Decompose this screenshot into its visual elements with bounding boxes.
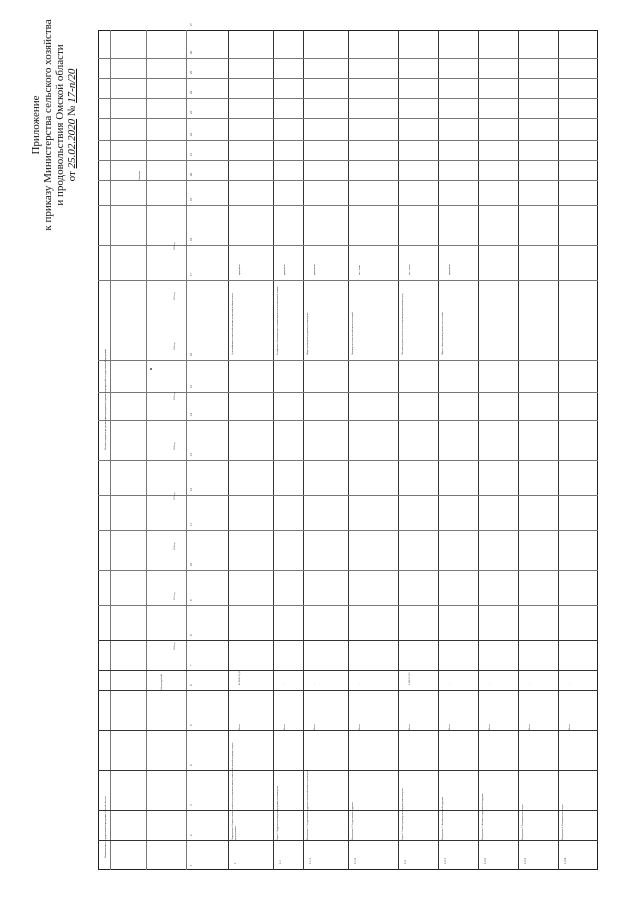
year-header: 2018 год — [174, 442, 176, 450]
indicator-unit: процентов — [448, 264, 451, 275]
row-label: Мероприятие 2. Государственная поддержка — [352, 802, 354, 840]
row-number: 1.1 — [278, 860, 282, 864]
annotation-date: 25.02.2020 — [66, 118, 78, 169]
column-number: 17 — [189, 273, 193, 276]
column-divider — [98, 392, 598, 393]
row-source: Всего — [568, 724, 571, 730]
column-number: 7 — [189, 664, 193, 666]
annotation-title: Приложение — [30, 95, 42, 155]
row-label: Подпрограмма «Развитие сельского хозяйства и регулирование рынков сельскохозяйственной продукции, сырья и продовольствия» — [232, 742, 237, 840]
annotation-number-label: № — [66, 105, 78, 117]
column-number: 20 — [189, 173, 193, 176]
program-table — [98, 23, 598, 870]
column-number: 11 — [189, 523, 193, 526]
column-number: 23 — [189, 111, 193, 114]
row-number: 1.1.1 — [308, 858, 312, 864]
row-total: - — [358, 684, 361, 685]
annotation-line3: и продовольствия Омской области — [54, 44, 66, 206]
column-divider — [98, 78, 598, 79]
row-label: Мероприятие 1. Оказание несвязанной поддержки — [442, 797, 444, 840]
row-label: Задача 2. Развитие производства продукции животноводства — [402, 788, 404, 840]
column-divider — [98, 180, 598, 181]
header-finance: Объем (рублей) — [160, 674, 163, 690]
column-divider — [98, 640, 598, 641]
column-divider — [98, 205, 598, 206]
order-annotation — [30, 0, 100, 255]
column-divider — [98, 730, 598, 731]
year-header: 2014 год — [174, 642, 176, 650]
row-total: - — [488, 684, 491, 685]
column-number: 10 — [189, 563, 193, 566]
column-divider — [98, 118, 598, 119]
column-number: 12 — [189, 488, 193, 491]
column-divider — [98, 58, 598, 59]
indicator-unit: процентов — [238, 264, 241, 275]
row-source: Всего — [283, 724, 286, 730]
column-number: 9 — [189, 599, 193, 601]
column-number: 8 — [189, 634, 193, 636]
row-number: 1.2.3 — [523, 858, 527, 864]
column-number: 22 — [189, 133, 193, 136]
row-source: Всего — [528, 724, 531, 730]
row-number: 1.1.2 — [353, 858, 357, 864]
column-number: 3 — [189, 804, 193, 806]
row-total: 1 284 375,95 — [408, 672, 411, 685]
indicator-label: Производство молока в хозяйствах всех категорий — [352, 312, 354, 355]
row-divider — [303, 30, 304, 870]
row-source: Всего — [313, 724, 316, 730]
indicator-label: Доля прибыльных сельскохозяйственных организаций в общем их числе — [232, 292, 234, 355]
row-total: - — [568, 684, 571, 685]
column-divider — [98, 690, 598, 691]
column-divider — [98, 280, 598, 281]
row-number: 1 — [233, 862, 237, 864]
column-divider — [98, 605, 598, 606]
row-number: 1.2.2 — [483, 858, 487, 864]
row-divider — [273, 30, 274, 870]
row-divider — [186, 30, 187, 870]
year-header: 2016 год — [174, 542, 176, 550]
row-number: 1.2.4 — [563, 858, 567, 864]
year-header: 2017 год — [174, 492, 176, 500]
header-value: Значение — [138, 170, 141, 180]
row-label: Мероприятие 4. Возмещение части затрат — [562, 804, 564, 840]
column-divider — [98, 160, 598, 161]
column-number: 16 — [189, 353, 193, 356]
annotation-line2: к приказу Министерства сельского хозяйства — [42, 19, 54, 231]
column-number: 6 — [189, 684, 193, 686]
year-header: 2021 год — [174, 292, 176, 300]
column-divider — [98, 570, 598, 571]
column-number: 19 — [189, 198, 193, 201]
row-total: - — [283, 684, 286, 685]
column-divider — [98, 460, 598, 461]
row-divider — [478, 30, 479, 870]
year-header: 2019 год — [174, 392, 176, 400]
column-number: 2 — [189, 834, 193, 836]
column-number: 1 — [189, 864, 193, 866]
header-left: Наименование государственной программы Омской области — [104, 796, 107, 858]
indicator-label: Коэффициент обновления парка основных видов сельскохозяйственной техники — [277, 286, 279, 355]
row-number: 1.2 — [403, 860, 407, 864]
annotation-from-label: от — [66, 171, 78, 182]
year-header: 2015 год — [174, 592, 176, 600]
column-divider — [98, 840, 598, 841]
row-label: Мероприятие 2. Оказание государственной поддержки — [482, 793, 484, 840]
row-total: - — [528, 684, 531, 685]
column-divider — [98, 420, 598, 421]
row-divider — [558, 30, 559, 870]
indicator-unit: тыс. голов — [408, 264, 411, 275]
column-number: 15 — [189, 385, 193, 388]
indicator-unit: тыс. тонн — [358, 265, 361, 275]
column-divider — [98, 140, 598, 141]
indicator-unit: процентов — [283, 264, 286, 275]
column-number: 26 — [189, 51, 193, 54]
indicator-unit: процентов — [313, 264, 316, 275]
year-header: 2020 год — [174, 342, 176, 350]
row-divider — [110, 30, 111, 870]
column-number: 18 — [189, 238, 193, 241]
annotation-number: 17-п/20 — [66, 68, 78, 103]
column-divider — [98, 360, 598, 361]
column-divider — [98, 495, 598, 496]
row-divider — [518, 30, 519, 870]
row-number: 1.2.1 — [443, 858, 447, 864]
row-label: Мероприятие 3. Возмещение части затрат — [522, 804, 524, 840]
indicator-label: Поголовье крупного рогатого скота специализированных мясных пород — [402, 293, 404, 355]
column-number: 5 — [189, 724, 193, 726]
row-total: 42 984 133,19 — [238, 671, 241, 685]
column-number: 14 — [189, 413, 193, 416]
header-indicators: Целевые индикаторы реализации мероприятия (группы мероприятий) государственной программы — [104, 348, 107, 450]
row-total: - — [313, 684, 316, 685]
year-header: 2022 год — [174, 242, 176, 250]
row-source: Всего — [408, 724, 411, 730]
row-divider — [146, 30, 147, 870]
column-divider — [98, 245, 598, 246]
column-divider — [98, 98, 598, 99]
column-number: 24 — [189, 91, 193, 94]
row-divider — [438, 30, 439, 870]
row-divider — [348, 30, 349, 870]
row-total: - — [448, 684, 451, 685]
annotation-date-line — [66, 0, 78, 255]
row-divider — [228, 30, 229, 870]
column-number: 13 — [189, 453, 193, 456]
row-source: Всего — [358, 724, 361, 730]
column-number: 25 — [189, 71, 193, 74]
row-label: Задача 1. Поддержка производства продукции растениеводства — [277, 786, 279, 840]
indicator-label: Прирост объема производства мяса скота и птицы — [442, 312, 444, 355]
indicator-label: Индекс производства продукции растениеводства — [307, 312, 309, 355]
row-source: Всего — [448, 724, 451, 730]
column-divider — [98, 670, 598, 671]
column-divider — [98, 530, 598, 531]
row-label: Мероприятие 1. Государственная поддержка сельскохозяйственного производства — [307, 770, 309, 840]
column-number: 4 — [189, 764, 193, 766]
row-source: Всего — [238, 724, 241, 730]
column-number: 21 — [189, 153, 193, 156]
column-number: 27 — [189, 23, 193, 26]
row-source: Всего — [488, 724, 491, 730]
row-divider — [398, 30, 399, 870]
